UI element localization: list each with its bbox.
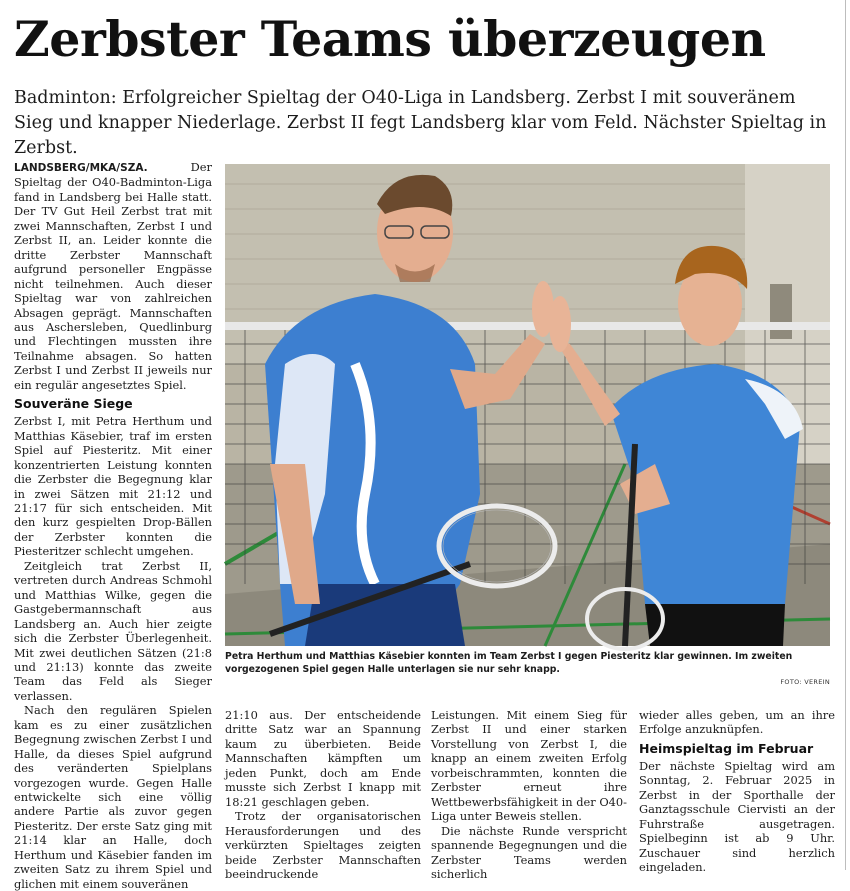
column-rule <box>845 0 846 870</box>
photo-caption: Petra Herthum und Matthias Käsebier konnten im Team Zerbst I gegen Piesteritz klar gewinnen. Im zweiten vorgezogenen Spiel gegen Halle unterlagen sie nur sehr knapp. <box>225 651 793 675</box>
paragraph: 21:10 aus. Der entscheidende dritte Satz war an Spannung kaum zu überbieten. Beide Mannschaften kämpften um jeden Punkt, doch am Ende musste sich Zerbst I knapp mit 18:21 geschlagen geben. <box>225 708 421 809</box>
article-column-1 <box>14 160 212 891</box>
paragraph: Der nächste Spieltag wird am Sonntag, 2. Februar 2025 in Zerbst in der Sporthalle der Ganztagsschule Ciervisti an der Fuhrstraße ausgetragen. Spielbeginn ist ab 9 Uhr. Zuschauer sind herzlich eingeladen. <box>639 758 835 875</box>
paragraph: Zeitgleich trat Zerbst II, vertreten durch Andreas Schmohl und Matthias Wilke, gegen die Gastgebermannschaft aus Landsberg an. Auch hier zeigte sich die Zerbster Überlegenheit. Mit zwei deutlichen Sätzen (21:8 und 21:13) konnte das zweite Team das Feld als Sieger verlassen. <box>14 558 212 703</box>
subheadline: Badminton: Erfolgreicher Spieltag der O40-Liga in Landsberg. Zerbst I mit souveränem Sieg und knapper Niederlage. Zerbst II fegt Landsberg klar vom Feld. Nächster Spieltag in Zerbst. <box>14 88 827 158</box>
intro-text: Der Spieltag der O40-Badminton-Liga fand in Landsberg bei Halle statt. Der TV Gut Heil Zerbst trat mit zwei Mannschaften, Zerbst I und Zerbst II, an. Leider konnte die dritte Zerbster Mannschaft aufgrund personeller Engpässe nicht teilnehmen. Auch dieser Spieltag war von zahlreichen Absagen geprägt. Mannschaften aus Aschersleben, Quedlinburg und Flechtingen mussten ihre Teilnahme absagen. So hatten Zerbst I und Zerbst II jeweils nur ein regulär angesetztes Spiel. <box>14 160 212 392</box>
intro-paragraph <box>14 160 212 392</box>
paragraph: Zerbst I, mit Petra Herthum und Matthias Käsebier, traf im ersten Spiel auf Piesteritz. Mit einer konzentrierten Leistung konnten die Zerbster die Begegnung klar in zwei Sätzen mit 21:12 und 21:17 für sich entscheiden. Mit den kurz gespielten Drop-Bällen der Zerbster konnten die Piesteritzer schlecht umgehen. <box>14 414 212 559</box>
article-column-2 <box>225 708 421 881</box>
paragraph: Leistungen. Mit einem Sieg für Zerbst II und einer starken Vorstellung von Zerbst I, die knapp an einem zweiten Erfolg vorbeischrammten, konnten die Zerbster erneut ihre Wettbewerbsfähigkeit in der O40-Liga unter Beweis stellen. <box>431 708 627 824</box>
section-heading-heimspieltag: Heimspieltag im Februar <box>639 740 814 756</box>
article-column-3 <box>431 708 627 881</box>
dateline: LANDSBERG/MKA/SZA. <box>14 162 148 174</box>
paragraph: Trotz der organisatorischen Herausforderungen und des verkürzten Spieltages zeigten beide Zerbster Mannschaften beeindruckende <box>225 809 421 881</box>
paragraph: Die nächste Runde verspricht spannende Begegnungen und die Zerbster Teams werden sicherlich <box>431 823 627 881</box>
paragraph: Nach den regulären Spielen kam es zu einer zusätzlichen Begegnung zwischen Zerbst I und Halle, da dieses Spiel aufgrund des veränderten Spielplans vorgezogen wurde. Gegen Halle entwickelte sich eine völlig andere Partie als zuvor gegen Piesteritz. Der erste Satz ging mit 21:14 klar an Halle, doch Herthum und Käsebier fanden im zweiten Satz zu ihrem Spiel und glichen mit einem souveränen <box>14 703 212 891</box>
section-heading-souveraene-siege: Souveräne Siege <box>14 396 133 412</box>
article-column-4 <box>639 708 835 875</box>
headline: Zerbster Teams überzeugen <box>14 10 766 68</box>
paragraph: wieder alles geben, um an ihre Erfolge anzuknüpfen. <box>639 708 835 737</box>
photo-credit: FOTO: VEREIN <box>780 678 830 686</box>
article-photo <box>225 164 830 646</box>
badminton-players-photo <box>225 164 830 646</box>
